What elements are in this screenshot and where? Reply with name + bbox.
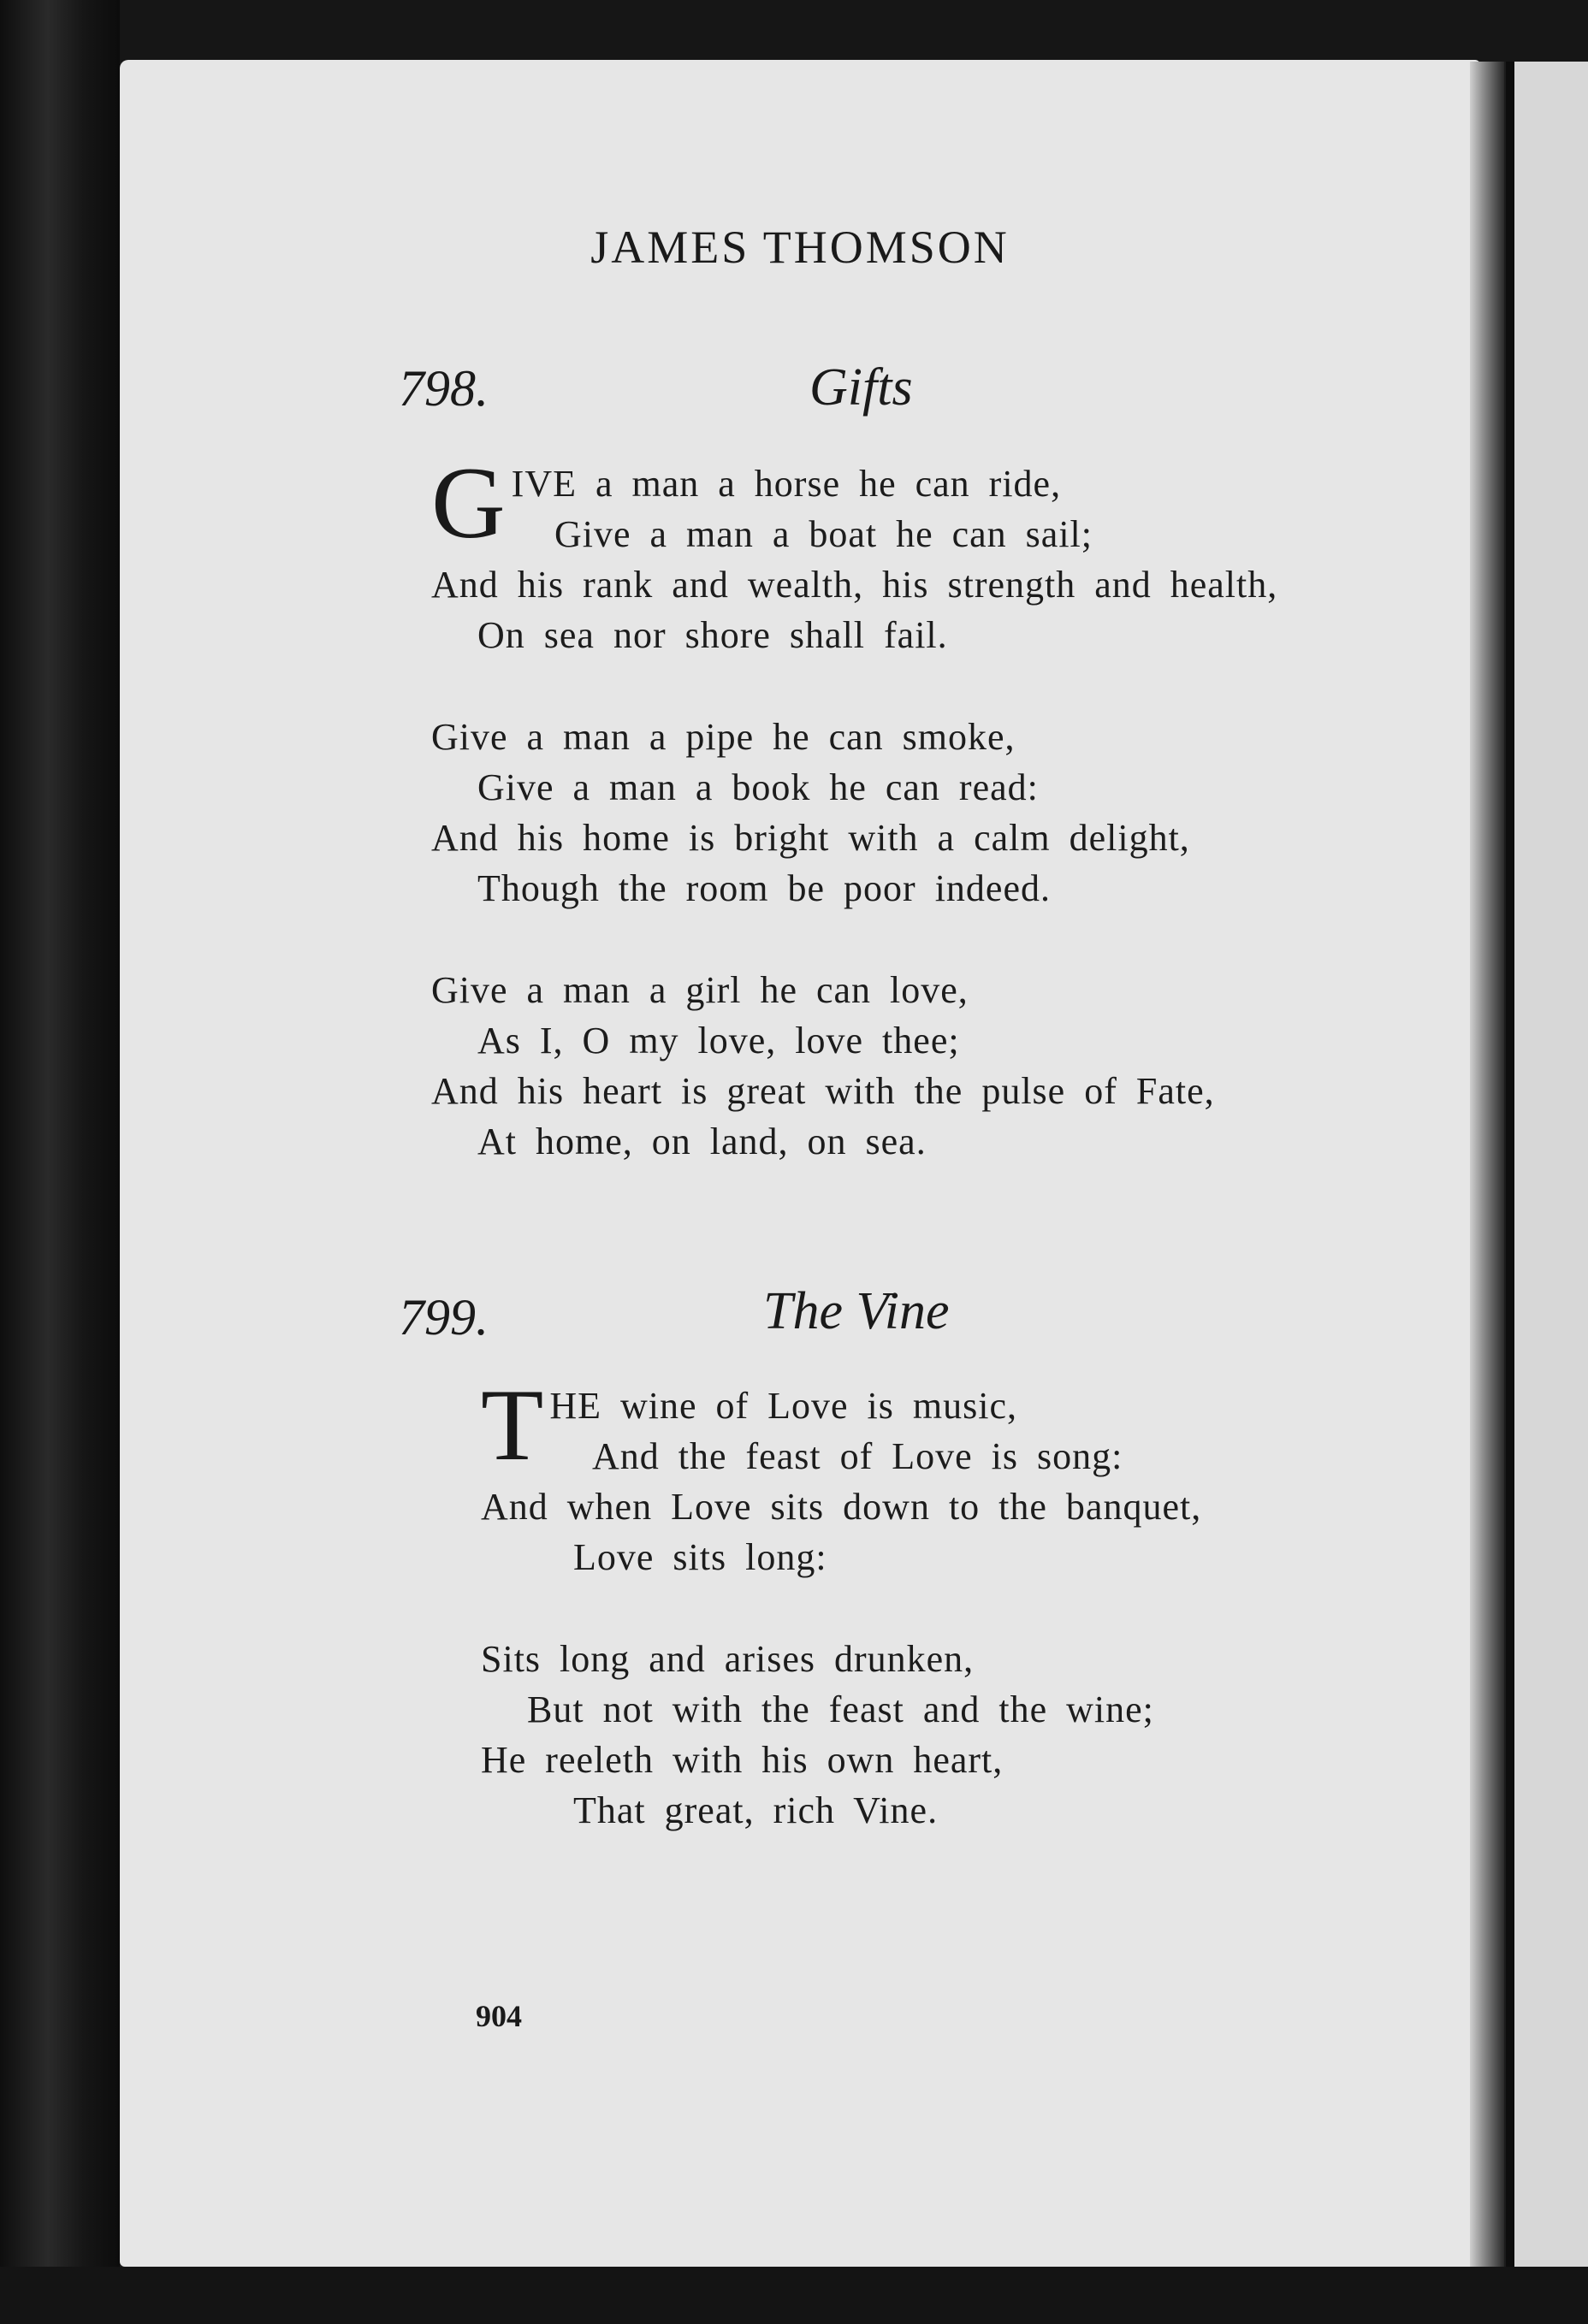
scan-bottom-border (0, 2267, 1588, 2324)
first-line-text: IVE a man a horse he can ride, (511, 463, 1062, 505)
poem-line: On sea nor shore shall fail. (477, 614, 948, 656)
poem-line: Sits long and arises drunken, (481, 1638, 975, 1680)
stanza (481, 1368, 1202, 1582)
poem-line: Give a man a pipe he can smoke, (431, 716, 1016, 758)
stanza (431, 712, 1190, 914)
poem-line: But not with the feast and the wine; (527, 1688, 1154, 1730)
stanza (481, 1634, 1154, 1836)
poem-line: And his heart is great with the pulse of Fate, (431, 1070, 1215, 1112)
drop-cap: T (481, 1368, 545, 1481)
stanza (431, 965, 1215, 1167)
poem-line: At home, on land, on sea. (477, 1121, 927, 1162)
poem-line: As I, O my love, love thee; (477, 1020, 960, 1061)
poem-line: And when Love sits down to the banquet, (481, 1486, 1202, 1528)
poem-line: And his rank and wealth, his strength and health, (431, 564, 1278, 606)
scan-left-border (0, 0, 120, 2324)
stanza (431, 446, 1278, 660)
poem-line: And the feast of Love is song: (592, 1435, 1123, 1477)
page-gutter-shadow (1470, 62, 1504, 2268)
poem-title: Gifts (809, 358, 913, 417)
poem-line: And his home is bright with a calm delight, (431, 817, 1190, 859)
poem-number: 799. (399, 1289, 489, 1345)
scan-top-border (0, 0, 1588, 62)
running-head: JAMES THOMSON (590, 222, 1010, 273)
poem-line: Give a man a girl he can love, (431, 969, 969, 1011)
poem-line: That great, rich Vine. (573, 1789, 939, 1831)
poem-line: Love sits long: (573, 1536, 827, 1578)
poem-title: The Vine (763, 1282, 950, 1340)
poem-number: 798. (399, 360, 489, 417)
first-line-text: HE wine of Love is music, (549, 1385, 1018, 1427)
poem-line: He reeleth with his own heart, (481, 1739, 1004, 1781)
poem-line: Though the room be poor indeed. (477, 867, 1051, 909)
drop-cap: G (431, 446, 507, 559)
facing-page-edge (1506, 62, 1588, 2268)
poem-line: Give a man a book he can read: (477, 766, 1039, 808)
page-number: 904 (476, 1999, 522, 2033)
poem-line: Give a man a boat he can sail; (554, 513, 1093, 555)
